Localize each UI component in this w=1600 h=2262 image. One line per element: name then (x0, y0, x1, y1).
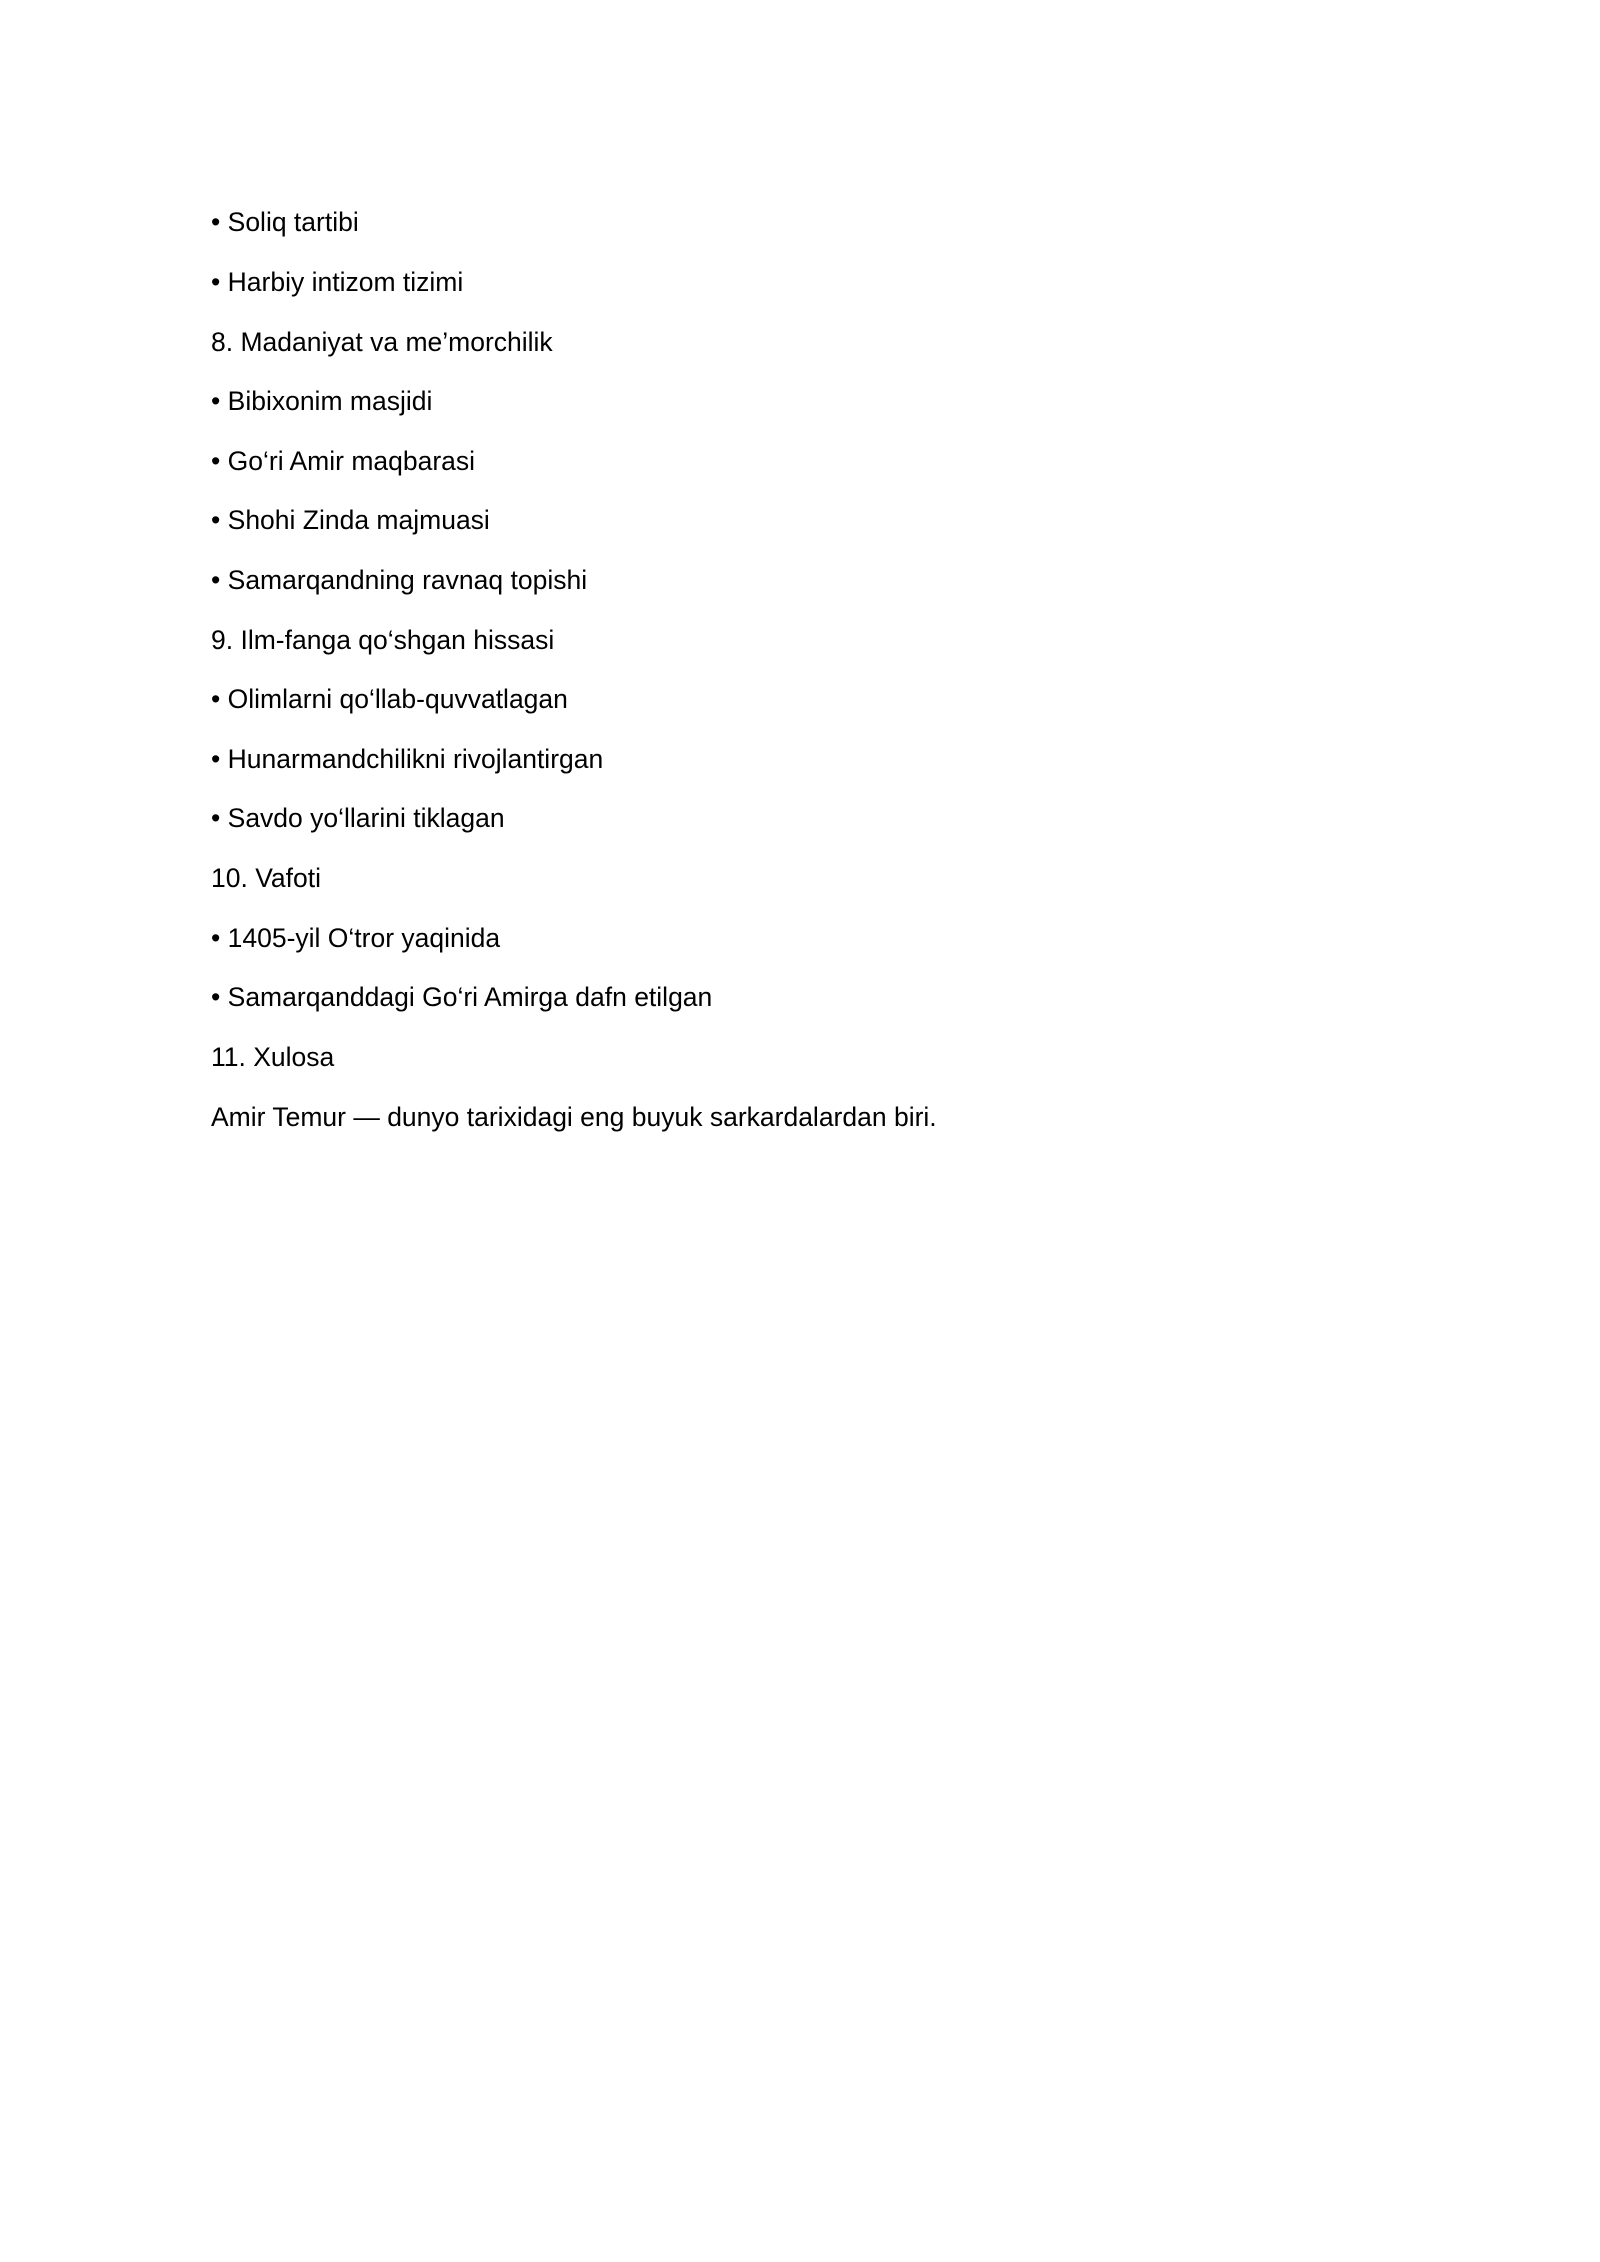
list-item: • Savdo yo‘llarini tiklagan (211, 803, 505, 833)
list-item: • Olimlarni qo‘llab-quvvatlagan (211, 684, 568, 714)
section-heading: 11. Xulosa (211, 1042, 335, 1072)
list-item: • Go‘ri Amir maqbarasi (211, 445, 476, 476)
list-item: • Samarqanddagi Go‘ri Amirga dafn etilgan (211, 982, 713, 1012)
document-body (211, 205, 1391, 1159)
conclusion-text: Amir Temur — dunyo tarixidagi eng buyuk sarkardalardan biri. (211, 1101, 937, 1132)
list-item: • Bibixonim masjidi (211, 386, 433, 416)
list-item: • Soliq tartibi (211, 207, 359, 237)
list-item: • Samarqandning ravnaq topishi (211, 564, 588, 595)
section-heading: 8. Madaniyat va me’morchilik (211, 326, 553, 357)
section-heading: 10. Vafoti (211, 863, 321, 893)
section-heading: 9. Ilm-fanga qo‘shgan hissasi (211, 624, 555, 655)
list-item: • Shohi Zinda majmuasi (211, 505, 490, 535)
list-item: • 1405-yil O‘tror yaqinida (211, 922, 501, 953)
list-item: • Harbiy intizom tizimi (211, 266, 464, 297)
list-item: • Hunarmandchilikni rivojlantirgan (211, 743, 604, 774)
